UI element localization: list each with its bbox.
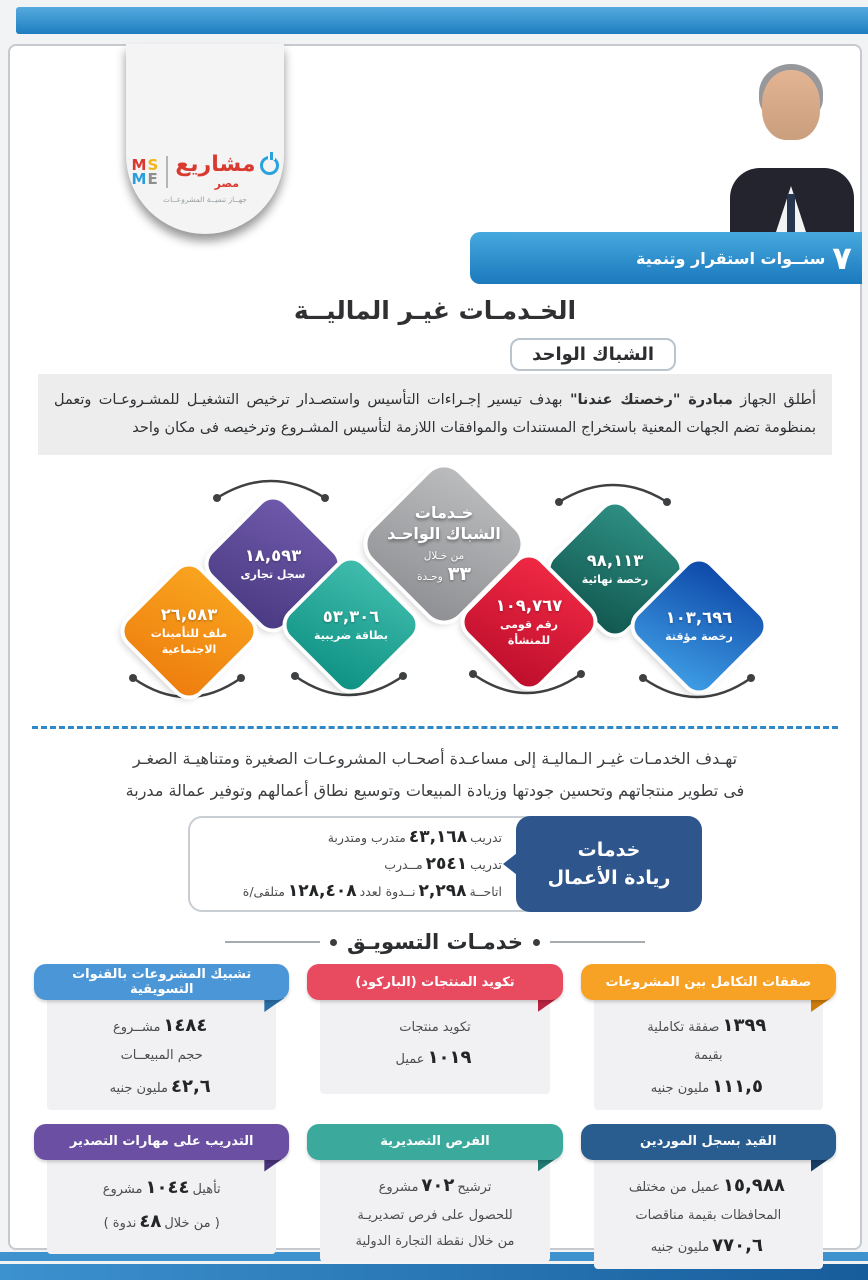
card-header: تشبيك المشروعات بالقنوات التسويقية [34, 964, 289, 1000]
card-export-opportunities [307, 1124, 562, 1270]
one-stop-diamonds [22, 452, 848, 744]
card-export-training [34, 1124, 289, 1270]
stat-diamond-social-insurance: ٢٦,٥٨٣ ملف للتأمينات الاجتماعية [139, 581, 239, 681]
seven-years-banner [470, 232, 862, 284]
card-body: ترشيح٧٠٢مشروع للحصول على فرص تصديريـة من خلال نقطة التجارة الدولية [320, 1158, 549, 1262]
msme-logo [132, 154, 279, 190]
banner-text: سنــوات استقرار وتنمية [636, 248, 826, 268]
one-stop-intro-paragraph: أطلق الجهاز مبادرة "رخصتك عندنا" بهدف تيسير إجـراءات التأسيس واستصـدار ترخيص التشغيـل للمشـروعـات وتعمل بمنظومة تضم الجهات المعنية باستخراج المستندات والموافقات اللازمة لتأسيس المشـروع وترخيصه فى مكان واحد [38, 374, 832, 455]
card-header: تكويد المنتجات (الباركود) [307, 964, 562, 1000]
card-body: تكويد منتجات ١٠١٩عميل [320, 998, 549, 1094]
card-body: ١٥,٩٨٨عميل من مختلف المحافظات بقيمة مناقصات ٧٧٠,٦مليون جنيه [594, 1158, 823, 1270]
marketing-cards-grid [34, 964, 836, 1269]
stat-row-trainees: تدريب٤٣,١٦٨متدرب ومتدربة [327, 826, 502, 847]
logo-arabic-block [175, 154, 278, 190]
top-blue-strip [16, 7, 868, 34]
stat-diamond-national-number: ١٠٩,٧٦٧ رقم قومى للمنشأة [479, 572, 579, 672]
stat-row-trainers: تدريب٢٥٤١مــدرب [384, 853, 502, 874]
card-body: ١٤٨٤مشــروع حجم المبيعــات ٤٢,٦مليون جنيه [47, 998, 276, 1110]
center-title-2: الشباك الواحـد [387, 524, 501, 543]
card-header: الفرص التصديرية [307, 1124, 562, 1160]
logo-arabic-sub: مصر [214, 177, 240, 190]
logo-arabic-name: مشاريع [175, 152, 256, 177]
photo-tie [787, 194, 795, 232]
card-integration-deals [581, 964, 836, 1110]
stat-diamond-temporary-licenses: ١٠٣,٦٩٦ رخصة مؤقتة [649, 576, 749, 676]
banner-number: ٧ [832, 239, 852, 277]
entrepreneurship-box [188, 816, 702, 912]
president-photo [726, 56, 858, 232]
title-dot-right [533, 939, 540, 946]
power-icon [260, 156, 279, 175]
msme-logo-capsule [126, 44, 284, 234]
logo-tagline: جهــاز تنميــة المشروعــات [163, 195, 247, 204]
card-body: ١٣٩٩صفقة تكاملية بقيمة ١١١,٥مليون جنيه [594, 998, 823, 1110]
marketing-section-title: خدمـات التسويـق [10, 930, 860, 954]
infographic-page [8, 44, 862, 1256]
photo-head [762, 70, 820, 140]
dashed-divider [32, 726, 838, 729]
stat-diamond-commercial-registry: ١٨,٥٩٣ سجل تجارى [223, 514, 323, 614]
center-units: ٣٣ وحـدة [417, 562, 471, 585]
card-suppliers-registry [581, 1124, 836, 1270]
services-goal-paragraph: تهـدف الخدمـات غيـر الـماليـة إلى مساعـدة أصحـاب المشروعـات الصغيرة ومتناهيـة الصغـر فى تطوير منتجاتهم وتحسين جودتها وزيادة المبيعات وتوسيع نطاق أعمالهم وتوفير عمالة مدربة [125, 749, 745, 800]
stat-diamond-tax-card: ٥٣,٣٠٦ بطاقة ضريبية [301, 575, 401, 675]
one-stop-shop-badge: الشباك الواحد [510, 338, 676, 371]
logo-divider [166, 156, 168, 188]
entrepreneurship-stats [204, 823, 502, 905]
stat-row-seminars: اتاحــة٢,٢٩٨نــدوة لعدد١٢٨,٤٠٨متلقى/ة [242, 881, 502, 902]
center-subtitle: من خـلال [423, 549, 465, 562]
title-line-right [550, 941, 645, 943]
center-title-1: خـدمات [414, 503, 474, 523]
card-header: القيد بسجل الموردين [581, 1124, 836, 1160]
stat-diamond-final-licenses: ٩٨,١١٣ رخصة نهائية [565, 519, 665, 619]
card-barcode [307, 964, 562, 1110]
title-dot-left [330, 939, 337, 946]
card-market-channels [34, 964, 289, 1110]
card-body: تأهيل١٠٤٤مشروع ( من خلال٤٨ندوة ) [47, 1158, 276, 1254]
card-header: صفقات التكامل بين المشروعات [581, 964, 836, 1000]
entrepreneurship-bubble: خدمات ريادة الأعمال [516, 816, 702, 912]
page-title: الخـدمـات غيـر الماليــة [293, 296, 577, 325]
card-header: التدريب على مهارات التصدير [34, 1124, 289, 1160]
title-line-left [225, 941, 320, 943]
msme-latin-letters: MS ME [131, 156, 160, 188]
